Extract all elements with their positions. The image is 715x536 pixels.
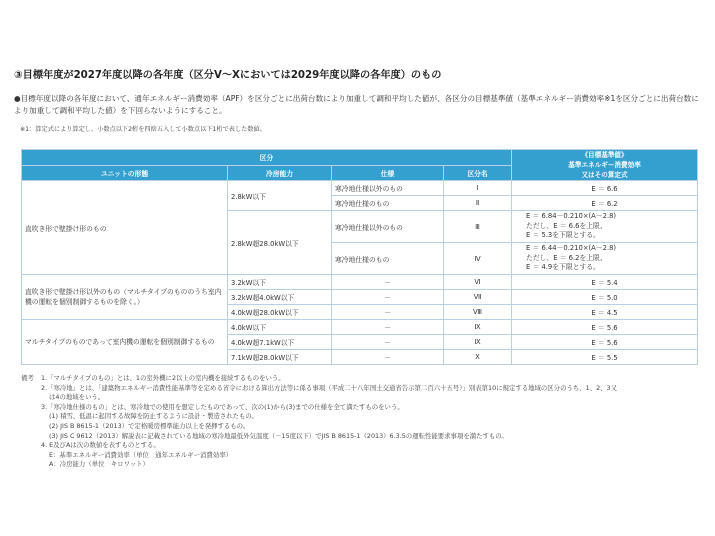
standard-cell: E ＝ 4.5 xyxy=(512,305,698,320)
capacity-cell: 2.8kW超28.0kW以下 xyxy=(228,211,332,275)
kubun-name-cell: Ⅱ xyxy=(444,196,512,211)
standard-cell: E ＝ 5.4 xyxy=(512,275,698,290)
standard-formula-cell: E ＝ 6.44－0.210×(A－2.8) ただし、E ＝ 6.2を上限、 E ＝ 4.9を下限とする。 xyxy=(512,243,698,275)
kubun-name-cell: Ⅹ xyxy=(444,350,512,365)
table-row xyxy=(22,181,698,196)
spec-cell: 寒冷地仕様のもの xyxy=(332,196,444,211)
spec-cell: 寒冷地仕様以外のもの xyxy=(332,181,444,196)
kubun-name-cell: Ⅸ xyxy=(444,335,512,350)
standard-cell: E ＝ 5.6 xyxy=(512,320,698,335)
capacity-cell: 3.2kW超4.0kW以下 xyxy=(228,290,332,305)
kubun-name-cell: Ⅸ xyxy=(444,320,512,335)
capacity-cell: 4.0kW超28.0kW以下 xyxy=(228,305,332,320)
kubun-name-cell: Ⅶ xyxy=(444,290,512,305)
standard-cell: E ＝ 6.2 xyxy=(512,196,698,211)
footnote-1: ※1：算定式により算定し、小数点以下2桁を四捨五入して小数点以下1桁で表した数値。 xyxy=(20,126,266,133)
kubun-name-cell: Ⅵ xyxy=(444,275,512,290)
spec-cell: 寒冷地仕様のもの xyxy=(332,243,444,275)
header-kubun: 区分 xyxy=(22,150,512,166)
remark-line: A：冷房能力（単位 キロワット） xyxy=(49,460,149,469)
remarks-label: 備考 xyxy=(21,374,34,382)
header-kubun-name: 区分名 xyxy=(444,165,512,181)
remark-line: 2.「寒冷地」とは、「建築物エネルギー消費性能基準等を定める省令における算出方法等に係る事項（平成二十八年国土交通省告示第二百六十五号）」別表第10に規定する地域の区分のうち、1、2、3又 xyxy=(41,383,618,392)
header-spec: 仕様 xyxy=(332,165,444,181)
section-heading: ③目標年度が2027年度以降の各年度（区分Ⅴ～Ⅹにおいては2029年度以降の各年度）のもの xyxy=(14,70,442,81)
remark-line: E：基準エネルギー消費効率（単位 通年エネルギー消費効率） xyxy=(49,450,232,459)
remark-line: (1) 積雪、低温に起因する故障を防止するように設計・製造されたもの。 xyxy=(49,412,258,421)
spec-cell: － xyxy=(332,320,444,335)
table-row xyxy=(22,275,698,290)
remark-line: (3) JIS C 9612（2013）解説表に記載されている地域の寒冷地最低外気温度（－15度以下）でJIS B 8615-1（2013）6.3.5の運転性能要求事項を満たすもの。 xyxy=(49,431,508,440)
kubun-name-cell: Ⅷ xyxy=(444,305,512,320)
standard-cell: E ＝ 5.0 xyxy=(512,290,698,305)
standard-cell: E ＝ 5.6 xyxy=(512,335,698,350)
standard-cell: E ＝ 5.5 xyxy=(512,350,698,365)
unit-form-cell: マルチタイプのものであって室内機の運転を個別制御するもの xyxy=(22,320,228,365)
spec-cell: － xyxy=(332,275,444,290)
spec-cell: － xyxy=(332,335,444,350)
spec-cell: － xyxy=(332,290,444,305)
remark-line: は4の地域をいう。 xyxy=(49,393,105,402)
unit-form-cell: 直吹き形で壁掛け形のもの xyxy=(22,181,228,275)
header-unit-form: ユニットの形態 xyxy=(22,165,228,181)
kubun-name-cell: Ⅳ xyxy=(444,243,512,275)
remark-line: (2) JIS B 8615-1（2013）で定格暖房標準能力以上を発揮するもの。 xyxy=(49,421,250,430)
capacity-cell: 2.8kW以下 xyxy=(228,181,332,211)
capacity-cell: 4.0kW超7.1kW以下 xyxy=(228,335,332,350)
target-standards-table xyxy=(21,149,698,365)
standard-cell: E ＝ 6.6 xyxy=(512,181,698,196)
spec-cell: 寒冷地仕様以外のもの xyxy=(332,211,444,243)
spec-cell: － xyxy=(332,305,444,320)
remarks-list xyxy=(41,374,711,470)
unit-form-cell: 直吹き形で壁掛け形以外のもの（マルチタイプのもののうち室内機の運転を個別制御するものを除く。） xyxy=(22,275,228,320)
header-capacity: 冷房能力 xyxy=(228,165,332,181)
remark-line: 1.「マルチタイプのもの」とは、1の室外機に2以上の室内機を接続するものをいう。 xyxy=(41,374,285,382)
kubun-name-cell: Ⅰ xyxy=(444,181,512,196)
remark-line: 3.「寒冷地仕様のもの」とは、寒冷地での使用を想定したものであって、次の(1)から(3)までの仕様を全て満たすものをいう。 xyxy=(41,402,404,411)
target-description: ●目標年度以降の各年度において、通年エネルギー消費効率（APF）を区分ごとに出荷台数により加重して調和平均した値が、各区分の目標基準値（基準エネルギー消費効率※1を区分ごとに出荷台数により加重して調和平均した値）を下回らないようにすること。 xyxy=(14,94,699,115)
capacity-cell: 4.0kW以下 xyxy=(228,320,332,335)
standard-formula-cell: E ＝ 6.84－0.210×(A－2.8) ただし、E ＝ 6.6を上限、 E ＝ 5.3を下限とする。 xyxy=(512,211,698,243)
header-standard: 《目標基準値》 基準エネルギー消費効率 又はその算定式 xyxy=(512,150,698,181)
remark-line: 4. E及びAは次の数値を表すものとする。 xyxy=(41,441,160,450)
capacity-cell: 3.2kW以下 xyxy=(228,275,332,290)
capacity-cell: 7.1kW超28.0kW以下 xyxy=(228,350,332,365)
kubun-name-cell: Ⅲ xyxy=(444,211,512,243)
spec-cell: － xyxy=(332,350,444,365)
table-row xyxy=(22,320,698,335)
